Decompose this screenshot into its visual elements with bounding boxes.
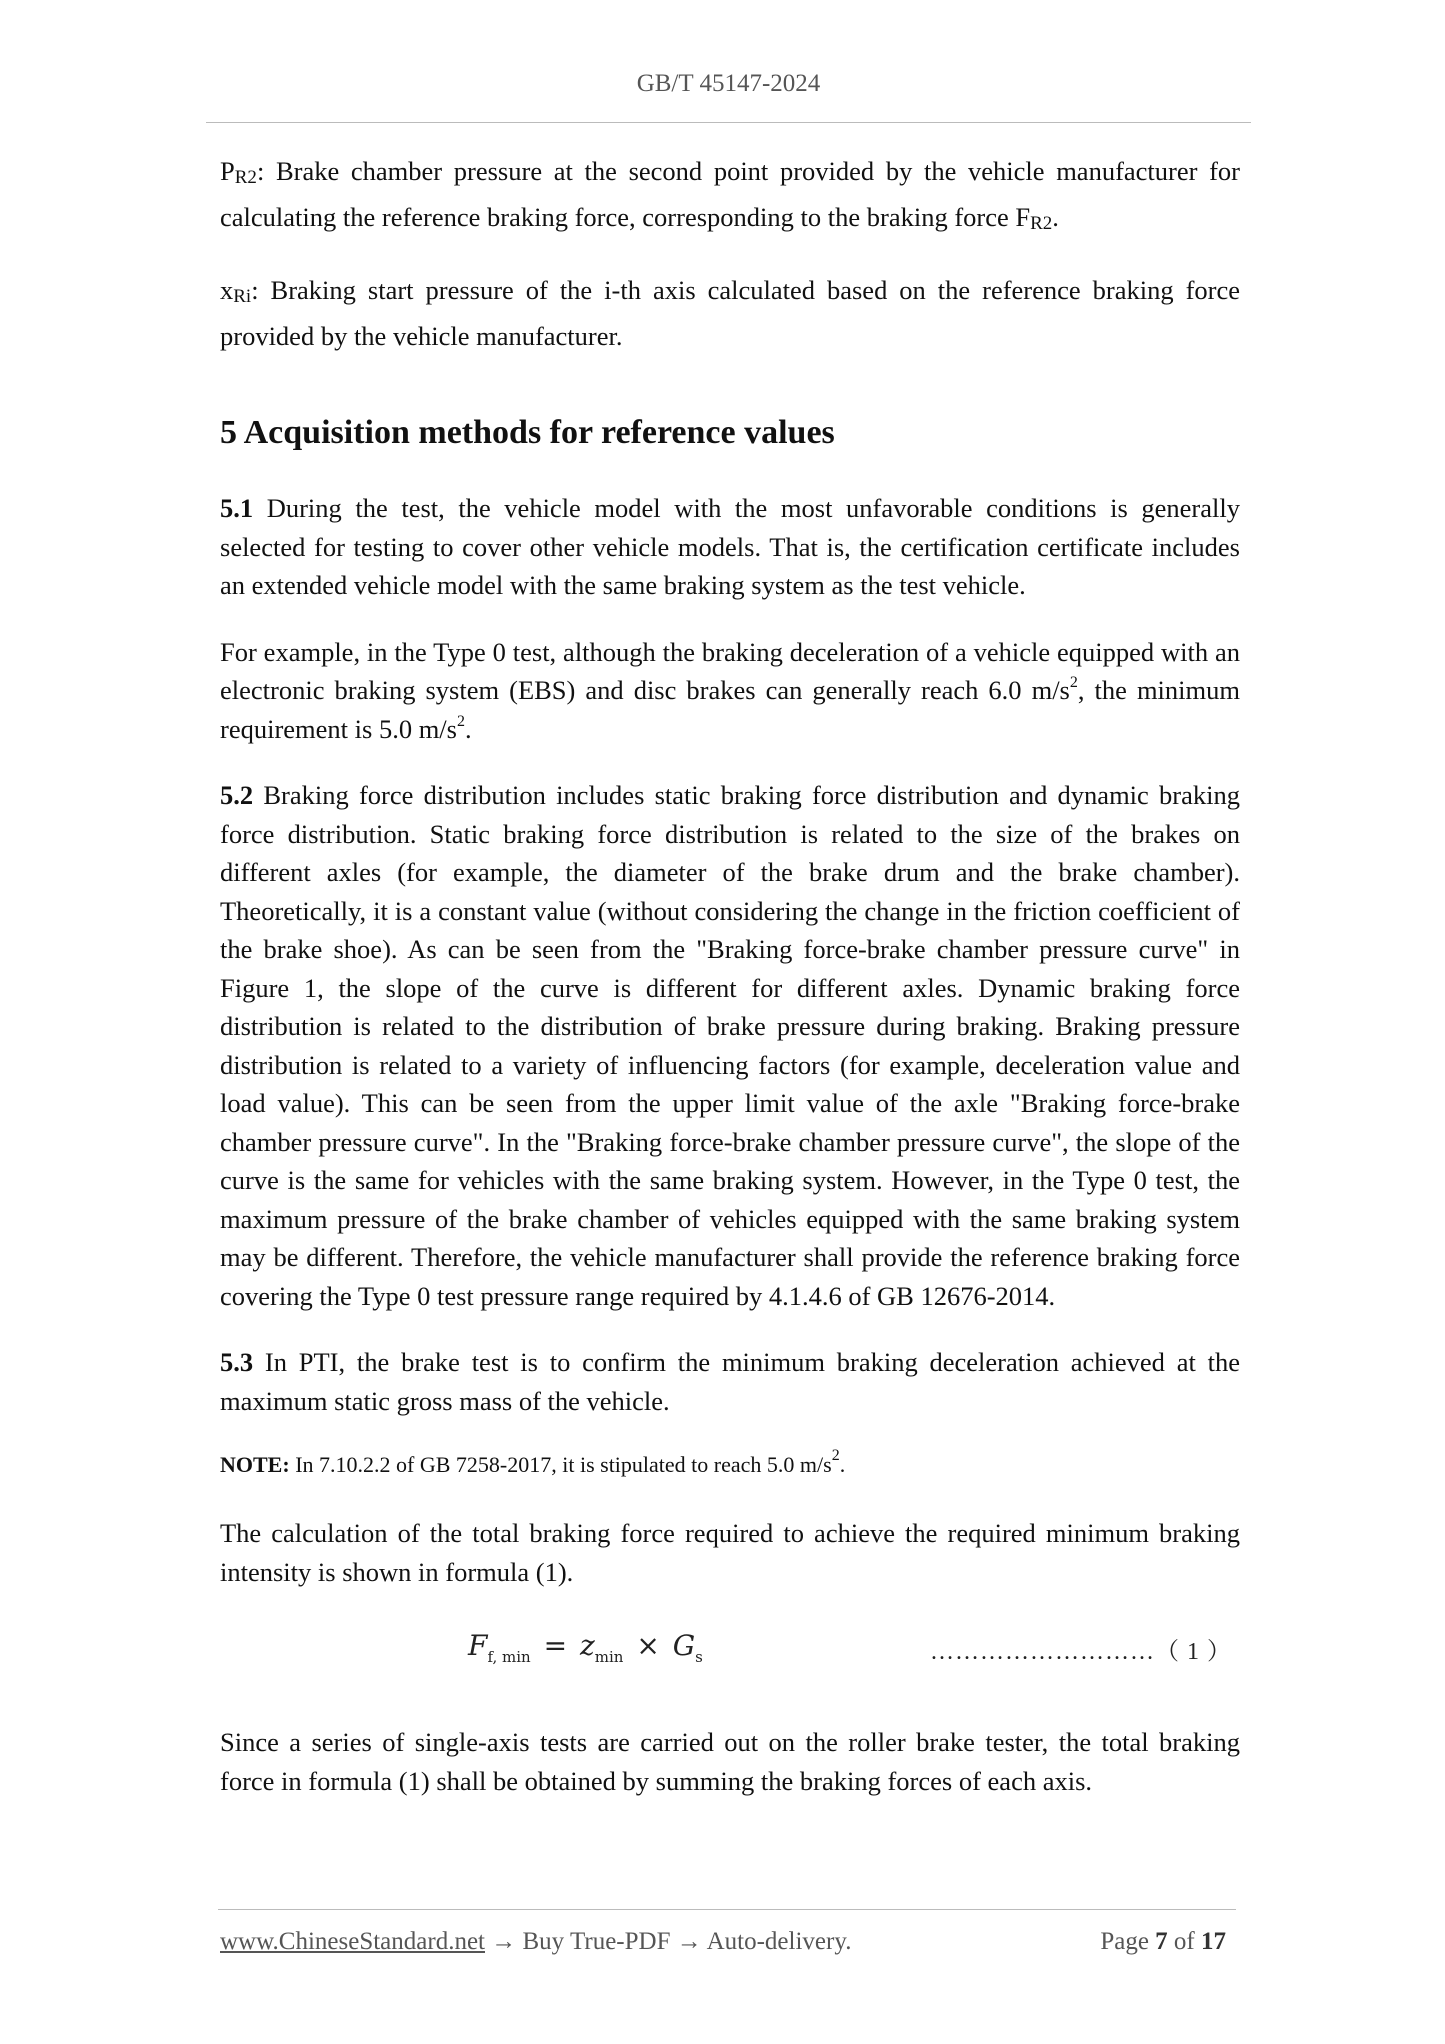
clause-number: 5.2 bbox=[220, 780, 254, 810]
symbol-subscript: Ri bbox=[233, 286, 252, 307]
page-total: 17 bbox=[1201, 1928, 1226, 1955]
arrow-icon: → bbox=[670, 1928, 707, 1955]
formula-expression bbox=[468, 1629, 703, 1666]
page-word: Page bbox=[1100, 1928, 1156, 1955]
formula-1 bbox=[220, 1619, 1240, 1689]
punctuation: . bbox=[839, 1452, 846, 1477]
formula-number: ………………………（ 1 ） bbox=[930, 1639, 1232, 1665]
example-text: , the minimum requirement is 5.0 m/s bbox=[220, 675, 1241, 744]
clause-text: During the test, the vehicle model with the most unfavorable conditions is generally selected for testing to cover other vehicle models. That is, the certification certificate includes an extended vehicle model with the same braking system as the test vehicle. bbox=[220, 493, 1240, 600]
page-indicator bbox=[1100, 1928, 1226, 1956]
note-text: In 7.10.2.2 of GB 7258-2017, it is stipulated to reach 5.0 m/s bbox=[289, 1452, 832, 1477]
superscript: 2 bbox=[457, 712, 465, 730]
summing-paragraph: Since a series of single-axis tests are carried out on the roller brake tester, the total braking force in formula (1) shall be obtained by summing the braking forces of each axis. bbox=[220, 1727, 1240, 1796]
footer-links bbox=[220, 1928, 851, 1956]
superscript: 2 bbox=[1069, 674, 1078, 691]
formula-g-subscript: s bbox=[695, 1648, 703, 1666]
definition-pr2 bbox=[220, 152, 1240, 243]
clause-5-2 bbox=[220, 776, 1240, 1315]
auto-delivery-text: Auto-delivery. bbox=[706, 1928, 852, 1955]
clause-5-3 bbox=[220, 1343, 1240, 1420]
clause-number: 5.1 bbox=[220, 493, 254, 523]
buy-pdf-text: Buy True-PDF bbox=[522, 1928, 671, 1955]
formula-times: × bbox=[636, 1629, 660, 1662]
site-link[interactable]: www.ChineseStandard.net bbox=[220, 1928, 485, 1955]
footer-divider bbox=[218, 1909, 1236, 1910]
formula-lhs-subscript: f, min bbox=[487, 1648, 531, 1666]
symbol-x: x bbox=[220, 275, 234, 305]
page-content bbox=[220, 152, 1240, 1828]
symbol-subscript: R2 bbox=[234, 167, 257, 188]
clause-5-1 bbox=[220, 489, 1240, 605]
definition-xri bbox=[220, 271, 1240, 355]
punctuation: . bbox=[465, 713, 472, 744]
section-heading: 5 Acquisition methods for reference values bbox=[220, 414, 835, 451]
formula-equals: = bbox=[543, 1629, 568, 1662]
formula-z: z bbox=[579, 1629, 595, 1662]
example-text: For example, in the Type 0 test, although the braking deceleration of a vehicle equipped with an electronic braking system (EBS) and disc brakes can generally reach 6.0 m/s bbox=[220, 636, 1240, 705]
formula-z-subscript: min bbox=[594, 1648, 624, 1666]
symbol-p: P bbox=[220, 156, 235, 186]
page-number: 7 bbox=[1155, 1928, 1168, 1955]
punctuation: . bbox=[1052, 201, 1059, 232]
superscript: 2 bbox=[831, 1447, 840, 1464]
clause-text: Braking force distribution includes static braking force distribution and dynamic braking force distribution. Static braking force distribution is related to the size of the brakes on different axles (for example, the diameter of the brake drum and the brake chamber). Theoretically, it is a constant value (without considering the change in the friction coefficient of the brake shoe). As can be seen from the "Braking force-brake chamber pressure curve" in Figure 1, the slope of the curve is different for different axles. Dynamic braking force distribution is related to the distribution of brake pressure during braking. Braking pressure distribution is related to a variety of influencing factors (for example, deceleration value and load value). This can be seen from the upper limit value of the axle "Braking force-brake chamber pressure curve". In the "Braking force-brake chamber pressure curve", the slope of the curve is the same for vehicles with the same braking system. However, in the Type 0 test, the maximum pressure of the brake chamber of vehicles equipped with the same braking system may be different. Therefore, the vehicle manufacturer shall provide the reference braking force covering the Type 0 test pressure range required by 4.1.4.6 of GB 12676-2014. bbox=[220, 780, 1240, 1311]
header-divider bbox=[206, 122, 1251, 123]
calculation-paragraph: The calculation of the total braking force required to achieve the required minimum braking intensity is shown in formula (1). bbox=[220, 1518, 1240, 1587]
symbol-subscript: R2 bbox=[1030, 212, 1053, 234]
note-label: NOTE: bbox=[220, 1452, 290, 1477]
formula-lhs: F bbox=[468, 1629, 488, 1662]
note-paragraph bbox=[220, 1448, 1240, 1482]
clause-number: 5.3 bbox=[220, 1347, 254, 1377]
definition-text: : Braking start pressure of the i-th axis calculated based on the reference braking force provided by the vehicle manufacturer. bbox=[220, 275, 1240, 351]
definition-text: : Brake chamber pressure at the second point provided by the vehicle manufacturer for calculating the reference braking force, corresponding to the braking force F bbox=[220, 156, 1240, 232]
page-header-title: GB/T 45147-2024 bbox=[636, 70, 821, 97]
arrow-icon: → bbox=[485, 1928, 523, 1955]
clause-text: In PTI, the brake test is to confirm the minimum braking deceleration achieved at the maximum static gross mass of the vehicle. bbox=[220, 1347, 1240, 1416]
formula-g: G bbox=[672, 1629, 696, 1662]
of-word: of bbox=[1167, 1928, 1201, 1955]
example-paragraph bbox=[220, 633, 1240, 749]
